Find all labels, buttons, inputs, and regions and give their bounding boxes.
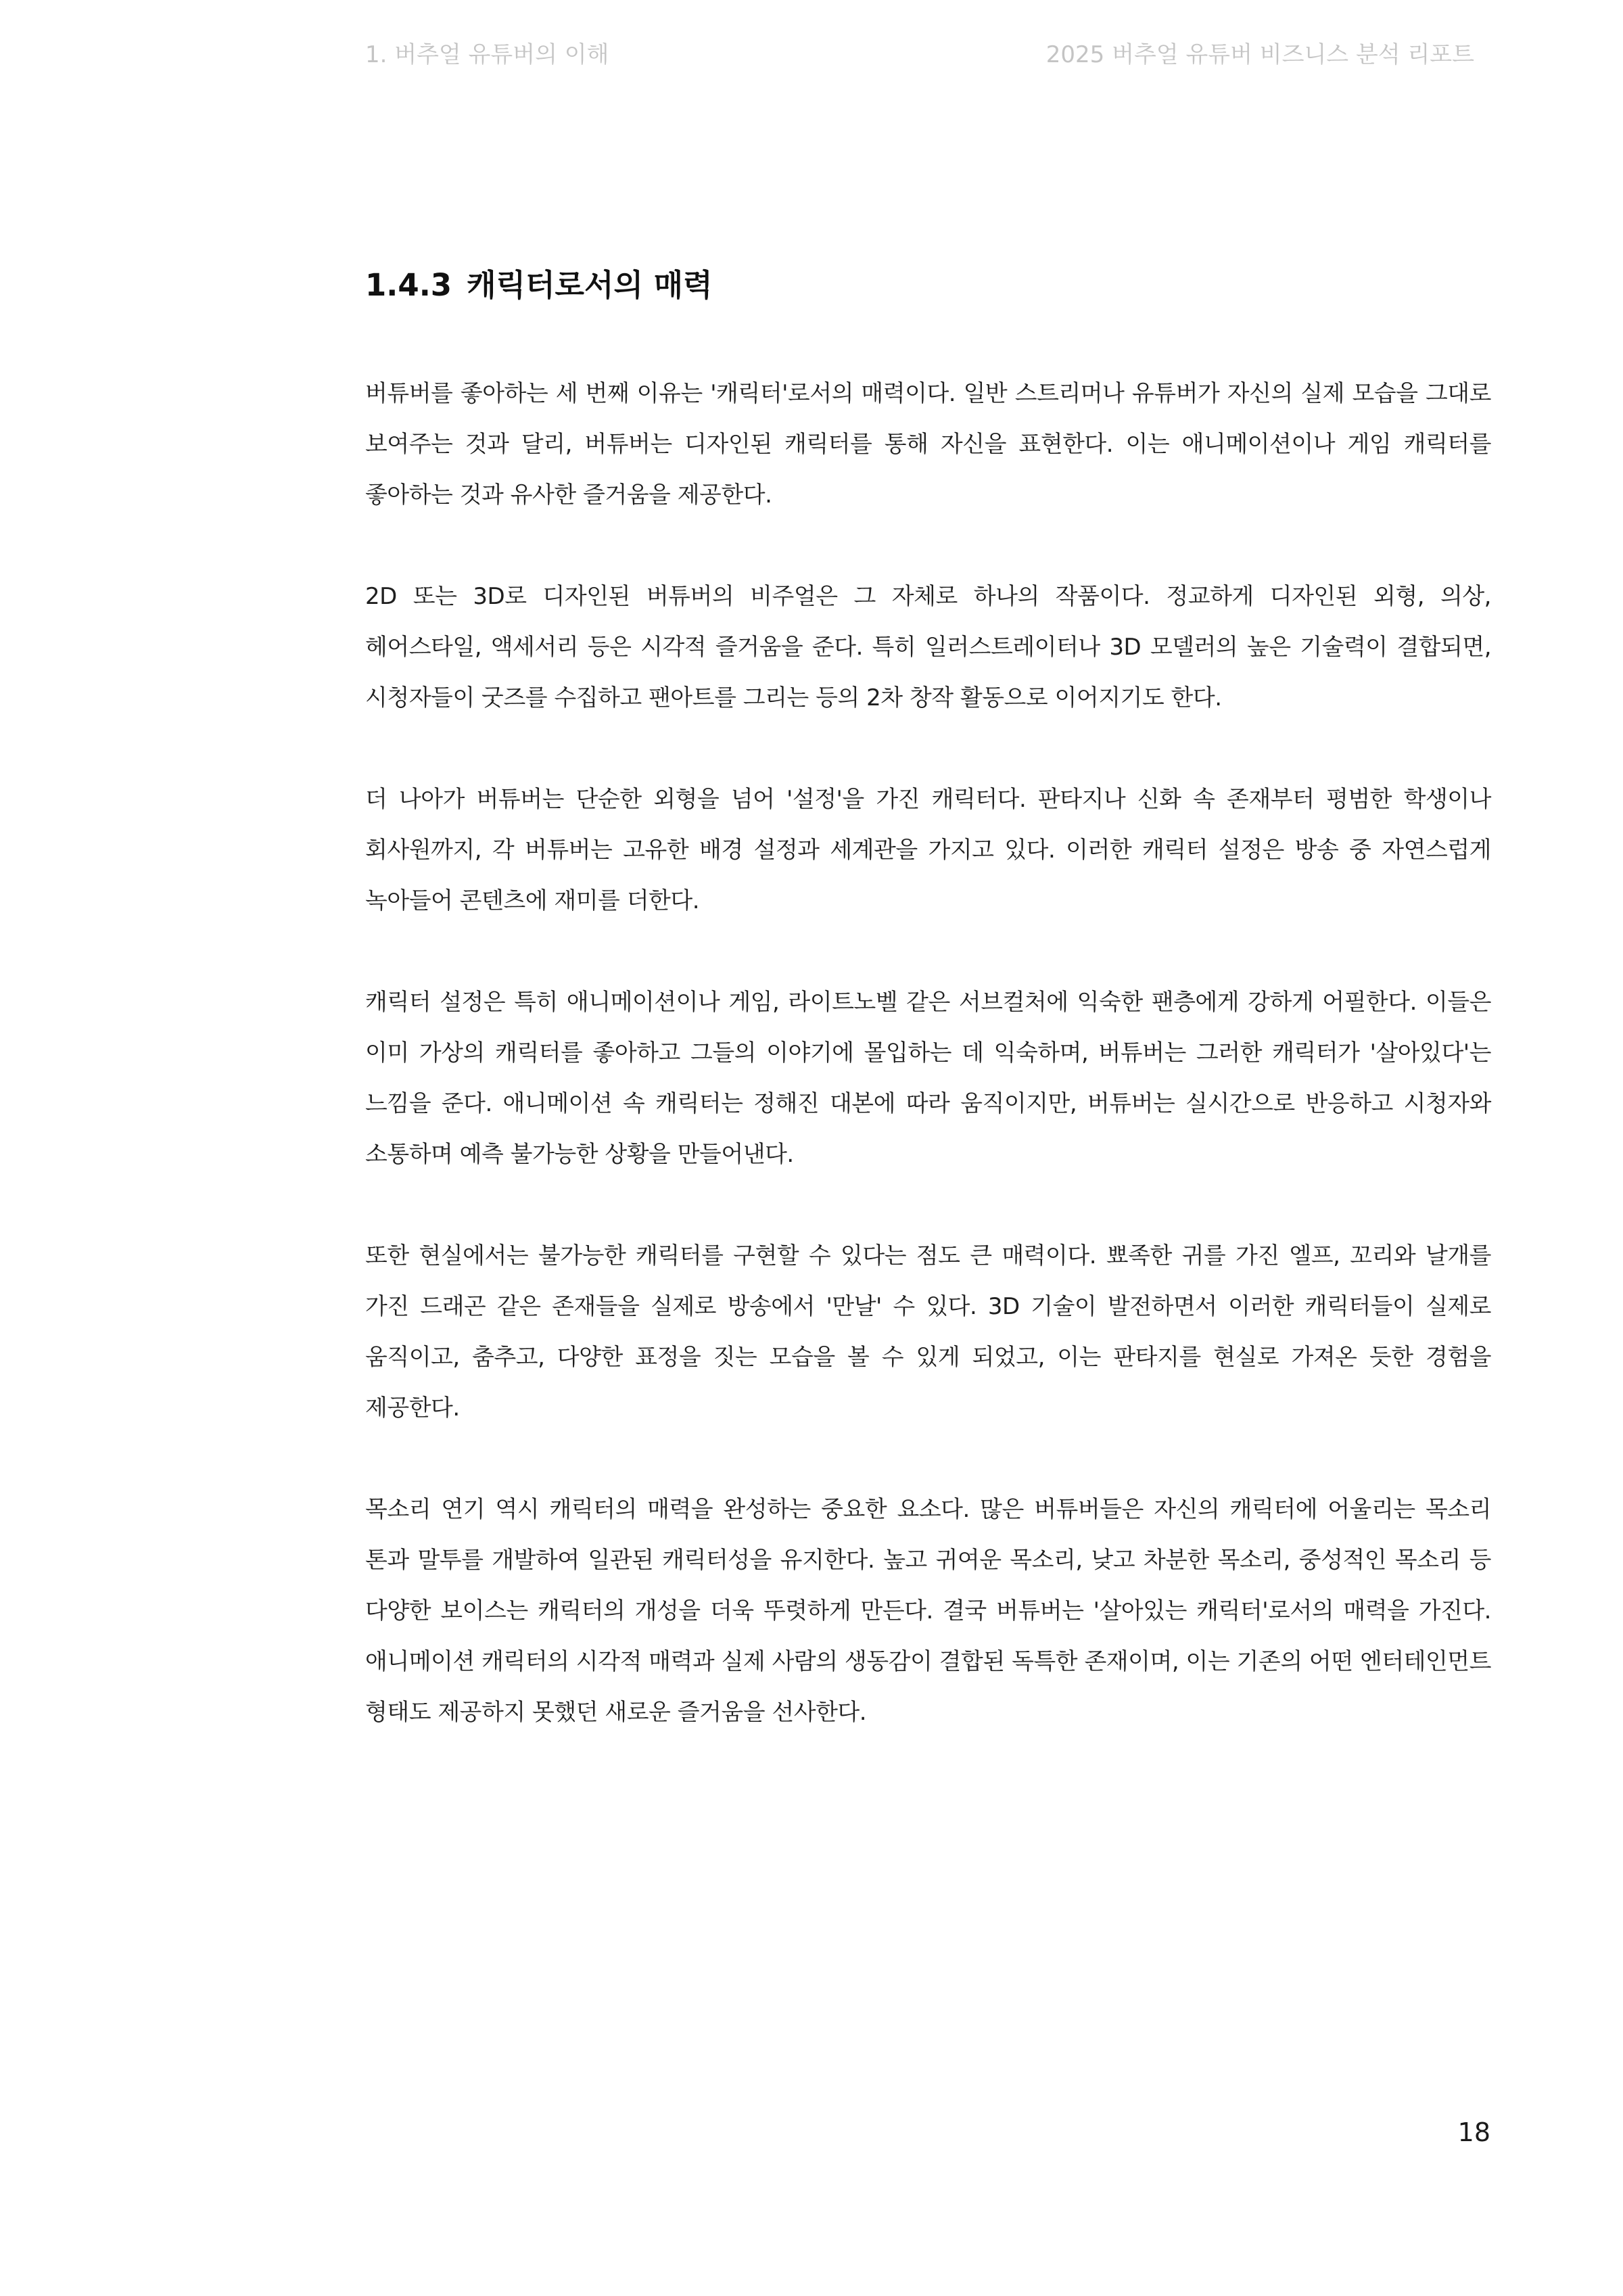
paragraph: 목소리 연기 역시 캐릭터의 매력을 완성하는 중요한 요소다. 많은 버튜버들은 자신의 캐릭터에 어울리는 목소리 톤과 말투를 개발하여 일관된 캐릭터성을 유지한다. 높고 귀여운 목소리, 낮고 차분한 목소리, 중성적인 목소리 등 다양한 보이스는 캐릭터의 개성을 더욱 뚜렷하게 만든다. 결국 버튜버는 '살아있는 캐릭터'로서의 매력을 가진다. 애니메이션 캐릭터의 시각적 매력과 실제 사람의 생동감이 결합된 독특한 존재이며, 이는 기존의 어떤 엔터테인먼트 형태도 제공하지 못했던 새로운 즐거움을 선사한다.	[365, 1496, 1491, 1726]
header-chapter: 1. 버추얼 유튜버의 이해	[365, 41, 609, 68]
header-report-title: 2025 버추얼 유튜버 비즈니스 분석 리포트	[1045, 41, 1474, 68]
paragraph: 더 나아가 버튜버는 단순한 외형을 넘어 '설정'을 가진 캐릭터다. 판타지나 신화 속 존재부터 평범한 학생이나 회사원까지, 각 버튜버는 고유한 배경 설정과 세계관을 가지고 있다. 이러한 캐릭터 설정은 방송 중 자연스럽게 녹아들어 콘텐츠에 재미를 더한다.	[365, 786, 1491, 914]
section-number: 1.4.3	[365, 267, 452, 303]
section-title: 캐릭터로서의 매력	[467, 267, 713, 303]
paragraph: 버튜버를 좋아하는 세 번째 이유는 '캐릭터'로서의 매력이다. 일반 스트리머나 유튜버가 자신의 실제 모습을 그대로 보여주는 것과 달리, 버튜버는 디자인된 캐릭터를 통해 자신을 표현한다. 이는 애니메이션이나 게임 캐릭터를 좋아하는 것과 유사한 즐거움을 제공한다.	[365, 380, 1491, 509]
paragraph: 2D 또는 3D로 디자인된 버튜버의 비주얼은 그 자체로 하나의 작품이다. 정교하게 디자인된 외형, 의상, 헤어스타일, 액세서리 등은 시각적 즐거움을 준다. 특히 일러스트레이터나 3D 모델러의 높은 기술력이 결합되면, 시청자들이 굿즈를 수집하고 팬아트를 그리는 등의 2차 창작 활동으로 이어지기도 한다.	[365, 583, 1491, 711]
paragraph: 또한 현실에서는 불가능한 캐릭터를 구현할 수 있다는 점도 큰 매력이다. 뾰족한 귀를 가진 엘프, 꼬리와 날개를 가진 드래곤 같은 존재들을 실제로 방송에서 '만날' 수 있다. 3D 기술이 발전하면서 이러한 캐릭터들이 실제로 움직이고, 춤추고, 다양한 표정을 짓는 모습을 볼 수 있게 되었고, 이는 판타지를 현실로 가져온 듯한 경험을 제공한다.	[365, 1242, 1491, 1422]
section-heading	[365, 265, 713, 306]
page-number: 18	[1457, 2117, 1490, 2147]
body-text	[365, 369, 1491, 1789]
paragraph: 캐릭터 설정은 특히 애니메이션이나 게임, 라이트노벨 같은 서브컬처에 익숙한 팬층에게 강하게 어필한다. 이들은 이미 가상의 캐릭터를 좋아하고 그들의 이야기에 몰입하는 데 익숙하며, 버튜버는 그러한 캐릭터가 '살아있다'는 느낌을 준다. 애니메이션 속 캐릭터는 정해진 대본에 따라 움직이지만, 버튜버는 실시간으로 반응하고 시청자와 소통하며 예측 불가능한 상황을 만들어낸다.	[365, 989, 1491, 1168]
running-header	[365, 38, 1474, 72]
